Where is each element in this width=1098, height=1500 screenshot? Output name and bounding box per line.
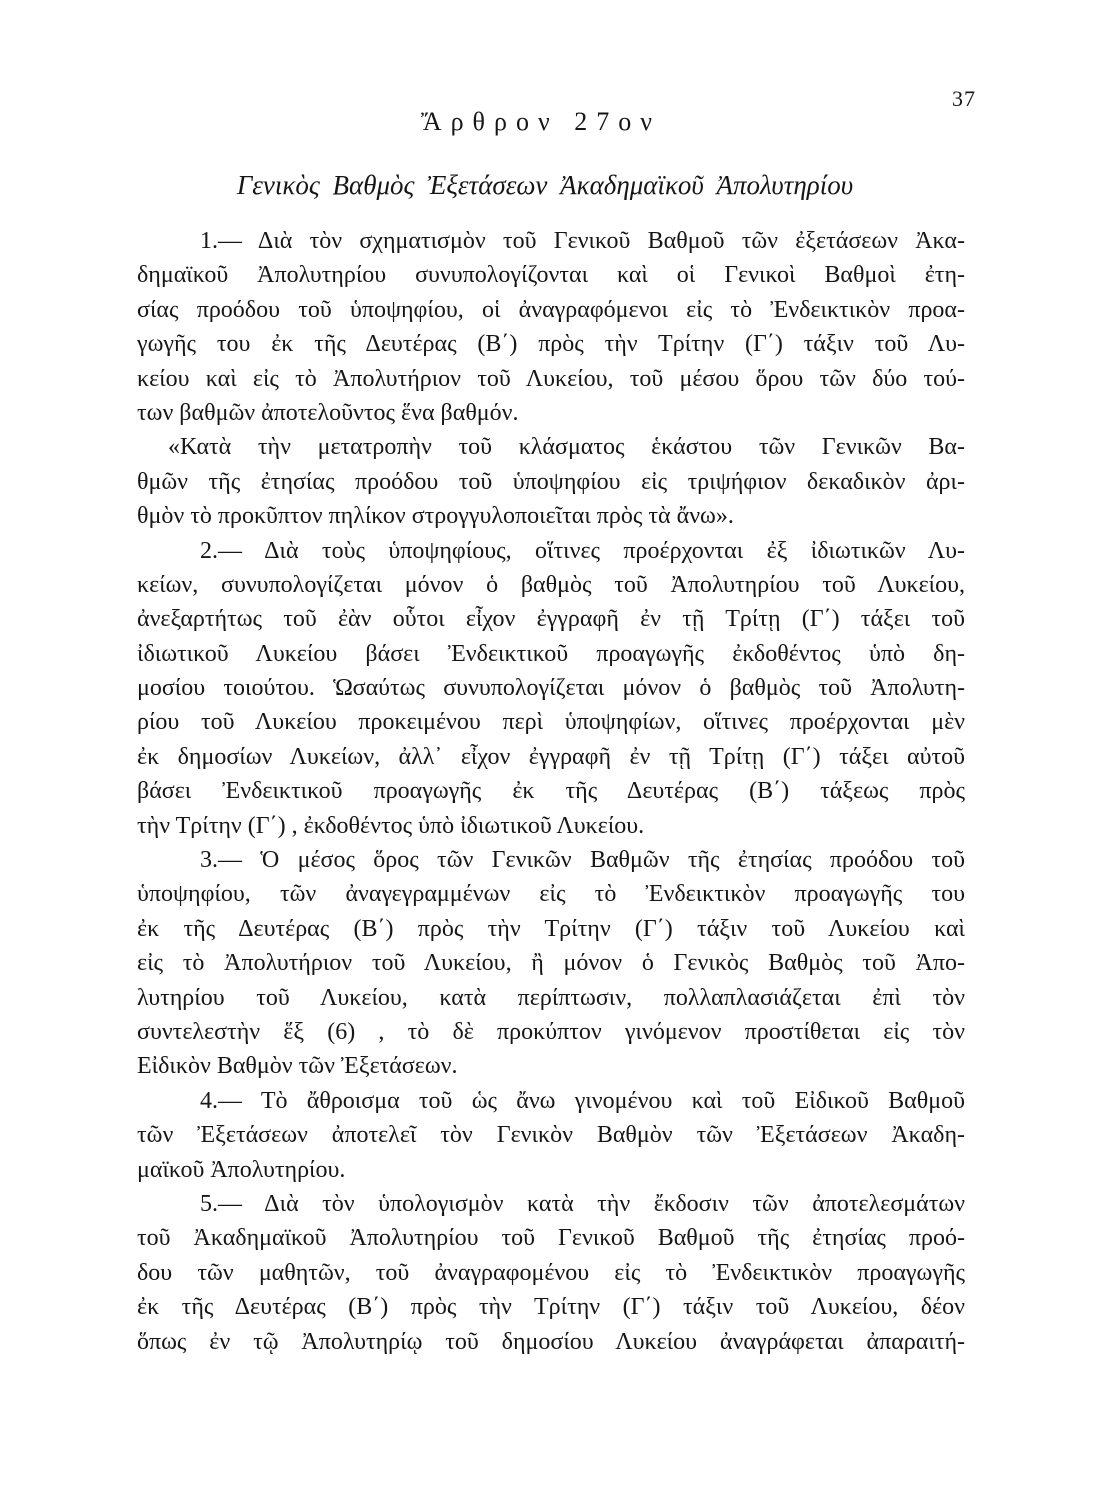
text-line xyxy=(137,912,965,946)
text-line xyxy=(137,1015,965,1049)
text-line-content: συντελεστὴν ἕξ (6) , τὸ δὲ προκύπτον γινόμενον προστίθεται εἰς τὸν xyxy=(137,1018,965,1045)
text-line-content: 4.— Τὸ ἄθροισμα τοῦ ὡς ἄνω γινομένου καὶ τοῦ Εἰδικοῦ Βαθμοῦ xyxy=(200,1087,965,1114)
text-line-content: ἐκ τῆς Δευτέρας (Β΄) πρὸς τὴν Τρίτην (Γ΄) τάξιν τοῦ Λυκείου, δέον xyxy=(137,1294,965,1321)
paragraph-4 xyxy=(137,1084,965,1187)
text-line xyxy=(137,1084,965,1118)
text-line xyxy=(137,327,965,361)
text-line-content: εἰς τὸ Ἀπολυτήριον τοῦ Λυκείου, ἢ μόνον ὁ Γενικὸς Βαθμὸς τοῦ Ἀπο- xyxy=(137,950,965,977)
text-line-content: 3.— Ὁ μέσος ὅρος τῶν Γενικῶν Βαθμῶν τῆς ἐτησίας προόδου τοῦ xyxy=(200,847,965,874)
text-line xyxy=(137,1290,965,1324)
text-line xyxy=(137,637,965,671)
text-line xyxy=(137,258,965,292)
text-line xyxy=(137,1256,965,1290)
text-line xyxy=(137,809,965,843)
text-line xyxy=(137,1187,965,1221)
text-line-content: σίας προόδου τοῦ ὑποψηφίου, οἱ ἀναγραφόμενοι εἰς τὸ Ἐνδεικτικὸν προα- xyxy=(137,296,965,323)
text-line-content: ὅπως ἐν τῷ Ἀπολυτηρίῳ τοῦ δημοσίου Λυκείου ἀναγράφεται ἀπαραιτή- xyxy=(137,1328,965,1355)
text-line xyxy=(137,740,965,774)
text-line xyxy=(137,1221,965,1255)
text-line xyxy=(137,430,965,464)
text-line-content: θμὸν τὸ προκῦπτον πηλίκον στρογγυλοποιεῖται πρὸς τὰ ἄνω». xyxy=(137,503,734,530)
text-line-content: ὑποψηφίου, τῶν ἀναγεγραμμένων εἰς τὸ Ἐνδεικτικὸν προαγωγῆς του xyxy=(137,881,965,908)
text-line-content: ἐκ τῆς Δευτέρας (Β΄) πρὸς τὴν Τρίτην (Γ΄) τάξιν τοῦ Λυκείου καὶ xyxy=(137,915,965,942)
text-line-content: βάσει Ἐνδεικτικοῦ προαγωγῆς ἐκ τῆς Δευτέρας (Β΄) τάξεως πρὸς xyxy=(137,778,965,805)
text-line xyxy=(137,774,965,808)
paragraph-5 xyxy=(137,1187,965,1359)
article-subheading: Γενικὸς Βαθμὸς Ἐξετάσεων Ἀκαδημαϊκοῦ Ἀπολυτηρίου xyxy=(236,170,854,200)
text-line-content: 5.— Διὰ τὸν ὑπολογισμὸν κατὰ τὴν ἔκδοσιν τῶν ἀποτελεσμάτων xyxy=(200,1190,965,1217)
text-line xyxy=(137,877,965,911)
text-line xyxy=(137,396,965,430)
text-line xyxy=(137,465,965,499)
paragraph-1 xyxy=(137,224,965,430)
paragraph-3 xyxy=(137,843,965,1084)
text-line xyxy=(137,705,965,739)
text-line xyxy=(137,224,965,258)
text-line xyxy=(137,946,965,980)
text-line xyxy=(137,843,965,877)
text-line-content: τὴν Τρίτην (Γ΄) , ἐκδοθέντος ὑπὸ ἰδιωτικοῦ Λυκείου. xyxy=(137,812,645,839)
text-line-content: 1.— Διὰ τὸν σχηματισμὸν τοῦ Γενικοῦ Βαθμοῦ τῶν ἐξετάσεων Ἀκα- xyxy=(200,228,965,254)
text-line-content: μοσίου τοιούτου. Ὡσαύτως συνυπολογίζεται μόνον ὁ βαθμὸς τοῦ Ἀπολυτη- xyxy=(137,675,965,702)
text-line xyxy=(137,1325,965,1359)
text-line-content: ρίου τοῦ Λυκείου προκειμένου περὶ ὑποψηφίων, οἵτινες προέρχονται μὲν xyxy=(137,709,965,736)
text-line-content: γωγῆς του ἐκ τῆς Δευτέρας (Β΄) πρὸς τὴν Τρίτην (Γ΄) τάξιν τοῦ Λυ- xyxy=(137,331,965,358)
text-line-content: ἐκ δημοσίων Λυκείων, ἀλλ᾽ εἶχον ἐγγραφῆ ἐν τῇ Τρίτῃ (Γ΄) τάξει αὐτοῦ xyxy=(137,743,965,770)
text-line-content: θμῶν τῆς ἐτησίας προόδου τοῦ ὑποψηφίου εἰς τριψήφιον δεκαδικὸν ἀρι- xyxy=(137,468,965,495)
text-line-content: κείου καὶ εἰς τὸ Ἀπολυτήριον τοῦ Λυκείου, τοῦ μέσου ὅρου τῶν δύο τού- xyxy=(137,365,965,392)
article-body xyxy=(137,224,965,1359)
text-line xyxy=(137,1153,965,1187)
text-line xyxy=(137,362,965,396)
text-line-content: ἰδιωτικοῦ Λυκείου βάσει Ἐνδεικτικοῦ προαγωγῆς ἐκδοθέντος ὑπὸ δη- xyxy=(137,640,965,667)
article-heading: Ἄρθρον 27ον xyxy=(421,107,661,136)
page-number: 37 xyxy=(952,86,976,111)
text-line-content: ἀνεξαρτήτως τοῦ ἐὰν οὗτοι εἶχον ἐγγραφῆ ἐν τῇ Τρίτῃ (Γ΄) τάξει τοῦ xyxy=(137,606,965,633)
text-line-content: μαϊκοῦ Ἀπολυτηρίου. xyxy=(137,1156,346,1183)
text-line-content: λυτηρίου τοῦ Λυκείου, κατὰ περίπτωσιν, πολλαπλασιάζεται ἐπὶ τὸν xyxy=(137,984,965,1011)
text-line-content: 2.— Διὰ τοὺς ὑποψηφίους, οἵτινες προέρχονται ἐξ ἰδιωτικῶν Λυ- xyxy=(200,537,965,564)
text-line-content: δου τῶν μαθητῶν, τοῦ ἀναγραφομένου εἰς τὸ Ἐνδεικτικὸν προαγωγῆς xyxy=(137,1259,965,1286)
text-line-content: «Κατὰ τὴν μετατροπὴν τοῦ κλάσματος ἑκάστου τῶν Γενικῶν Βα- xyxy=(168,434,965,461)
text-line xyxy=(137,671,965,705)
text-line xyxy=(137,568,965,602)
text-line-content: τοῦ Ἀκαδημαϊκοῦ Ἀπολυτηρίου τοῦ Γενικοῦ Βαθμοῦ τῆς ἐτησίας προό- xyxy=(137,1225,965,1252)
text-line xyxy=(137,499,965,533)
text-line-content: των βαθμῶν ἀποτελοῦντος ἕνα βαθμόν. xyxy=(137,399,519,426)
text-line xyxy=(137,981,965,1015)
text-line-content: τῶν Ἐξετάσεων ἀποτελεῖ τὸν Γενικὸν Βαθμὸν τῶν Ἐξετάσεων Ἀκαδη- xyxy=(137,1122,965,1149)
text-line xyxy=(137,1049,965,1083)
text-line xyxy=(137,293,965,327)
text-line xyxy=(137,602,965,636)
text-line-content: Εἰδικὸν Βαθμὸν τῶν Ἐξετάσεων. xyxy=(137,1053,458,1080)
text-line-content: κείων, συνυπολογίζεται μόνον ὁ βαθμὸς τοῦ Ἀπολυτηρίου τοῦ Λυκείου, xyxy=(137,571,965,598)
paragraph-2 xyxy=(137,534,965,844)
text-line xyxy=(137,1118,965,1152)
text-line-content: δημαϊκοῦ Ἀπολυτηρίου συνυπολογίζονται καὶ οἱ Γενικοὶ Βαθμοὶ ἐτη- xyxy=(137,262,965,289)
paragraph-1-addendum xyxy=(137,430,965,533)
text-line xyxy=(137,534,965,568)
